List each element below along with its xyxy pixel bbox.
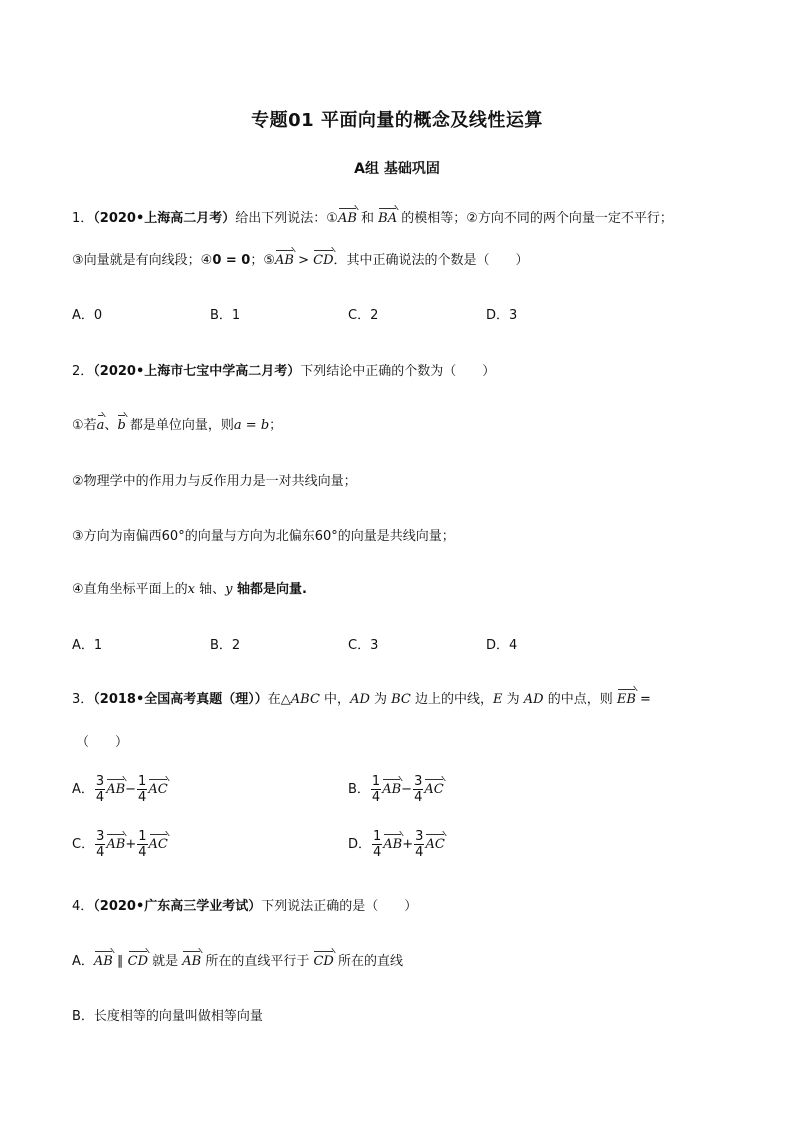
q1-source: （2020•上海高二月考） [93,211,236,226]
q3-text-c: 为 [369,692,392,707]
q2-option-d: D．4 [486,638,518,653]
q3-c-frac2 [137,829,147,860]
q3-c-frac1 [95,829,105,860]
q3-c-n2: 1 [138,829,147,844]
q2-option-a: A．1 [72,638,103,653]
q3-text-f: 的中点，则 [543,692,617,707]
q3-option-c [72,829,168,860]
q2-sep: 、 [104,418,118,433]
q2-line1 [72,360,495,379]
q2-s1-c: ； [269,418,283,433]
q3-b-v2: AC [424,779,443,797]
q4-a-v4: CD [313,951,333,969]
q4-option-a [72,950,403,969]
q2-x: x [187,582,195,597]
q3-option-d [348,829,445,860]
q3-b-op: − [401,782,413,797]
q1-gt: > [293,253,314,268]
q3-number: 3． [72,692,94,707]
q3-a-n1: 3 [95,774,105,789]
q3-line1 [72,688,651,707]
q3-b-label: B． [348,782,370,797]
q4-a-t2: 所在的直线平行于 [201,954,314,969]
q3-abc: ABC [290,692,320,707]
q3-b-n1: 1 [371,774,381,789]
q2-vector-a: a [97,415,105,433]
q3-c-v2: AC [149,834,168,852]
q1-vector-ba: BA [378,208,397,226]
q3-a-frac1 [95,774,105,805]
q3-ad: AD [350,692,370,707]
q3-text-e: 为 [502,692,524,707]
q1-option-c: C．2 [348,308,379,323]
q2-statement-4 [72,578,307,597]
q1-vector-cd: CD [313,250,333,268]
q1-text-b: 的模相等；②方向不同的两个向量一定不平行； [397,211,673,226]
q4-a-v2: CD [128,951,148,969]
q3-d-label: D． [348,837,372,852]
q2-s1-a: ①若 [72,418,97,433]
q3-a-frac2 [137,774,147,805]
page-title: 专题01 平面向量的概念及线性运算 [251,110,543,131]
q1-zero-eq: 0 = 0 [212,253,251,268]
q2-vector-b: b [117,415,125,433]
q1-line2-a: ③向量就是有向线段；④ [72,253,213,268]
q1-vector-ab2: AB [275,250,294,268]
q4-source: （2020•广东高三学业考试） [93,899,262,914]
q3-d-frac1 [372,829,382,860]
q2-s1-b: 都是单位向量，则 [125,418,234,433]
q3-a-n2: 1 [138,774,147,789]
q4-a-v1: AB [94,951,113,969]
q2-statement-3: ③方向为南偏西60°的向量与方向为北偏东60°的向量是共线向量； [72,529,455,544]
q3-d-n2: 3 [415,829,424,844]
q3-d-d1: 4 [373,845,382,860]
q3-a-d2: 4 [138,790,147,805]
q1-option-a: A．0 [72,308,103,323]
q4-a-par: ∥ [112,954,128,969]
q3-text-d: 边上的中线， [410,692,494,707]
q3-a-v2: AC [148,779,167,797]
q3-d-d2: 4 [415,845,424,860]
q2-statement-1 [72,414,282,433]
q3-ad2: AD [523,692,544,707]
q3-b-frac1 [371,774,381,805]
q2-statement-2: ②物理学中的作用力与反作用力是一对共线向量； [72,474,357,489]
q3-b-d1: 4 [371,790,381,805]
q3-c-n1: 3 [96,829,105,844]
q2-s4-c: 轴都是向量. [232,582,307,597]
q3-vector-eb: EB [617,689,636,707]
section-subtitle: A组 基础巩固 [354,161,440,177]
q3-c-v1: AB [106,834,125,852]
q4-a-v3: AB [182,951,201,969]
q1-option-d: D．3 [486,308,518,323]
q3-d-v2: AC [425,834,444,852]
q3-e: E [493,692,503,707]
q3-b-v1: AB [382,779,401,797]
q1-number: 1． [72,211,94,226]
q1-line2-b: ；⑤ [250,253,276,268]
q3-a-op: − [125,782,137,797]
q3-c-d2: 4 [138,845,147,860]
q1-option-b: B．1 [210,308,241,323]
q1-vector-ab: AB [338,208,357,226]
q2-eq: a = b [233,418,270,433]
q2-y: y [225,582,233,597]
q3-d-n1: 1 [373,829,382,844]
q2-source: （2020•上海市七宝中学高二月考） [93,364,301,379]
q3-c-label: C． [72,837,95,852]
q3-d-frac2 [414,829,424,860]
q1-line1 [72,207,673,226]
q3-text-a: 在△ [267,692,291,707]
q2-s4-b: 轴、 [195,582,226,597]
q3-option-b [348,774,444,805]
q3-bc: BC [391,692,411,707]
q1-line2-c: ．其中正确说法的个数是（ ） [333,253,529,268]
q4-a-label: A． [72,954,94,969]
q3-d-v1: AB [383,834,402,852]
q1-and: 和 [356,211,379,226]
q4-line1 [72,895,417,914]
q2-text: 下列结论中正确的个数为（ ） [300,364,496,379]
q3-b-d2: 4 [414,790,423,805]
q3-text-g: = [635,692,651,707]
q3-c-op: + [125,837,137,852]
q4-number: 4． [72,899,94,914]
q3-a-v1: AB [106,779,125,797]
q3-source: （2018•全国高考真题（理）） [93,692,268,707]
q2-option-c: C．3 [348,638,379,653]
q3-d-op: + [402,837,414,852]
q2-option-b: B．2 [210,638,241,653]
q4-option-b: B．长度相等的向量叫做相等向量 [72,1009,263,1024]
q4-a-t3: 所在的直线 [333,954,403,969]
q3-b-n2: 3 [414,774,423,789]
q1-text-a: 给出下列说法：① [235,211,338,226]
q3-c-d1: 4 [96,845,105,860]
q3-b-frac2 [413,774,423,805]
q3-option-a [72,774,168,805]
q3-a-d1: 4 [95,790,105,805]
q3-a-label: A． [72,782,94,797]
q4-a-t1: 就是 [148,954,183,969]
q2-s4-a: ④直角坐标平面上的 [72,582,188,597]
q2-number: 2． [72,364,94,379]
q3-paren: （ ） [76,735,129,750]
q3-text-b: 中， [319,692,351,707]
q1-line2 [72,249,529,268]
q4-text: 下列说法正确的是（ ） [261,899,418,914]
